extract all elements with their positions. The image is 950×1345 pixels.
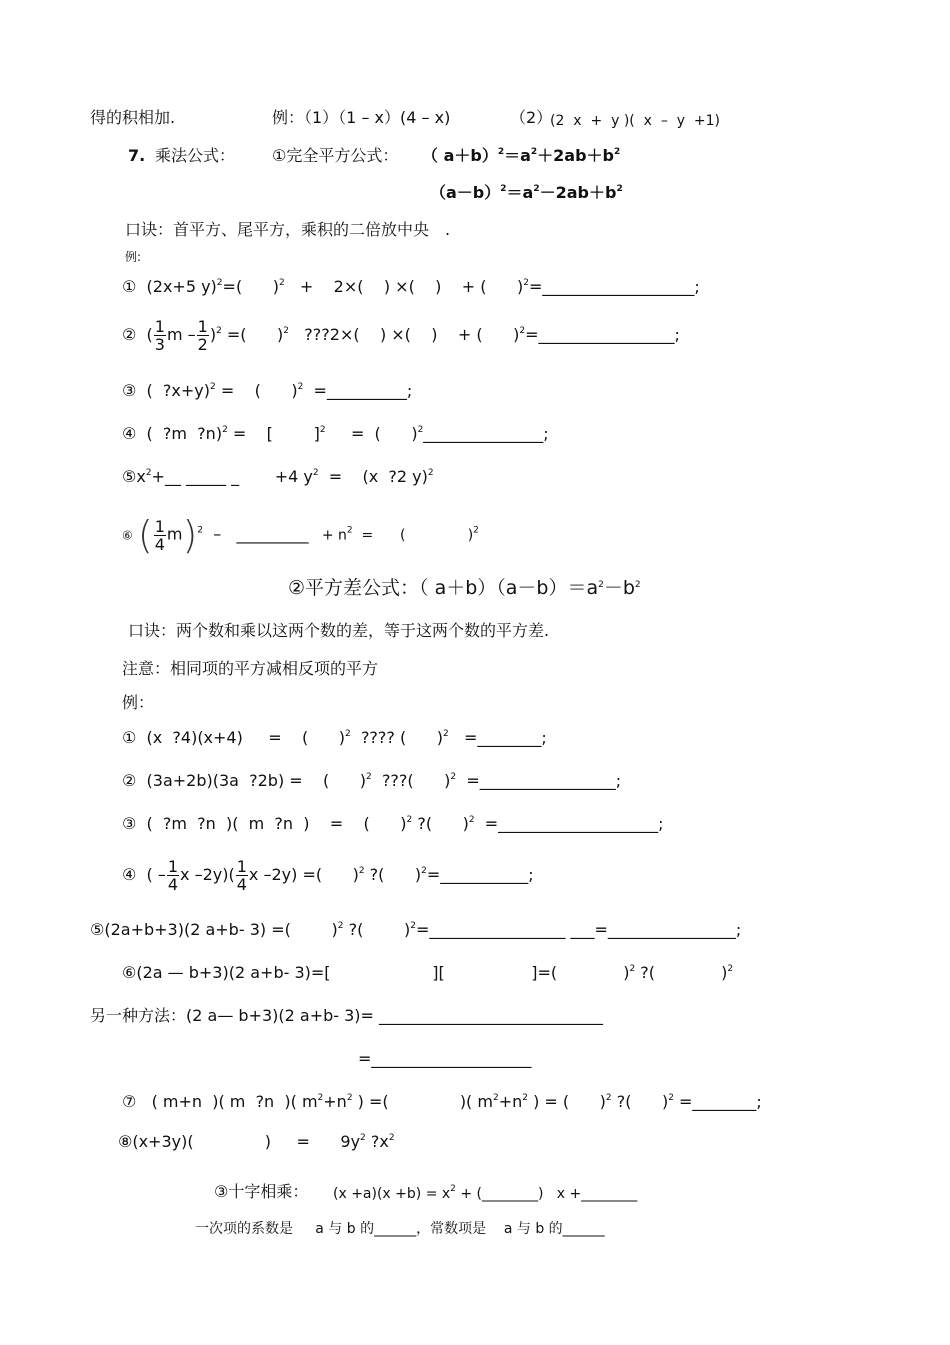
mnemonic-1: 口诀：首平方、尾平方，乘积的二倍放中央 . <box>125 220 451 239</box>
example-1: 例：（1）（1 – x）(4 – x) <box>272 108 451 127</box>
alternative-method-line-2: =____________________ <box>358 1049 532 1068</box>
example-label: 例: <box>125 250 142 264</box>
fraction-one-quarter: $\frac{1}{4}$ <box>154 516 165 554</box>
section-title: 乘法公式： <box>155 146 236 165</box>
exercise-diff-6: ⑥(2a — b+3)(2 a+b- 3)=[ ][ ]=( )$^2$ ?( )$^2$ <box>122 963 734 982</box>
alternative-method: 另一种方法：(2 a— b+3)(2 a+b- 3)= ____________________________ <box>90 1006 604 1025</box>
mnemonic-2: 口诀：两个数和乘以这两个数的差，等于这两个数的平方差. <box>128 621 550 640</box>
exercise-square-4: ④ ( ?m ?n)$^2$ = [ ]$^2$ = ( )$^2$_______________; <box>122 424 549 443</box>
difference-of-squares-title: ②平方差公式：（ $a+b)(a-b)=a^2-b^2$ <box>288 577 641 599</box>
exercise-square-6: ⑥ ( $\frac{1}{4}$ m)$^2$ – _________ + $n^2$ = ( )$^2$ <box>122 513 479 557</box>
exercise-diff-3: ③ ( ?m ?n )( m ?n ) = ( )$^2$ ?( )$^2$ =____________________; <box>122 814 664 833</box>
fraction-one-quarter: $\frac{1}{4}$ <box>167 857 179 894</box>
fraction-one-quarter: $\frac{1}{4}$ <box>236 857 247 894</box>
example-2-expr: (2 x + y )( x – y +1) <box>550 113 721 129</box>
exercise-square-1: ① (2x+5 y)$^2$=( )$^2$ + 2×( ) ×( ) + ( )$^2$=___________________; <box>122 277 700 296</box>
cross-multiplication-note: 一次项的系数是 a 与 b 的______，常数项是 a 与 b 的______ <box>195 1221 605 1237</box>
cross-multiplication-formula: $(x +a)(x +b) = x^2$ + (________) x +________ <box>333 1184 638 1202</box>
example-label-2: 例： <box>122 693 155 712</box>
exercise-diff-1: ① (x ?4)(x+4) = ( )$^2$ ???? ( )$^2$ =________; <box>122 728 547 747</box>
exercise-diff-2: ② (3a+2b)(3a ?2b) = ( )$^2$ ???( )$^2$ =_________________; <box>122 771 622 790</box>
exercise-diff-8: ⑧(x+3y)( ) = $9y^2$ $?x^2$ <box>118 1132 395 1151</box>
exercise-diff-4: ④ ( – $\frac{1}{4}$ x –2y)( $\frac{1}{4}$ x –2y) =( )$^2$ ?( )$^2$=___________; <box>122 857 534 894</box>
cross-multiplication-title: ③十字相乘： <box>214 1182 309 1201</box>
exercise-square-2: ② ( $\frac{1}{3}$ m – $\frac{1}{2}$ )$^2$ =( )$^2$ ???2×( ) ×( ) + ( )$^2$=_________________; <box>122 317 680 354</box>
perfect-square-formula-1: （ $a+b)^2=a^2+2ab+b^2$ <box>422 146 621 165</box>
exercise-diff-5: ⑤(2a+b+3)(2 a+b- 3) =( )$^2$ ?( )$^2$=_________________ ___=________________; <box>90 920 742 939</box>
fraction-one-half: $\frac{1}{2}$ <box>197 317 208 354</box>
exercise-diff-7: ⑦ ( m+n )( m ?n )( $m^2+n^2$ ) =( )( $m^2+n^2$ ) = ( )$^2$ ?( )$^2$ =________; <box>122 1092 762 1111</box>
section-number: 7. <box>128 146 146 165</box>
exercise-square-5: $⑤x^2+\_\_$ _____ _ +4 $y^2$ = (x ?2 y)$^2$ <box>122 467 434 486</box>
example-2-label: （2） <box>510 108 553 127</box>
perfect-square-formula-2: $(a-b)^2=a^2-2ab+b^2$ <box>430 183 623 202</box>
exercise-square-3: ③ ( ?x+y)$^2$ = ( )$^2$ =__________; <box>122 381 413 400</box>
text-line-product-sum: 得的积相加. <box>90 108 176 127</box>
perfect-square-label: ①完全平方公式： <box>272 146 399 165</box>
note: 注意：相同项的平方减相反项的平方 <box>122 659 379 678</box>
fraction-one-third: $\frac{1}{3}$ <box>154 317 165 354</box>
